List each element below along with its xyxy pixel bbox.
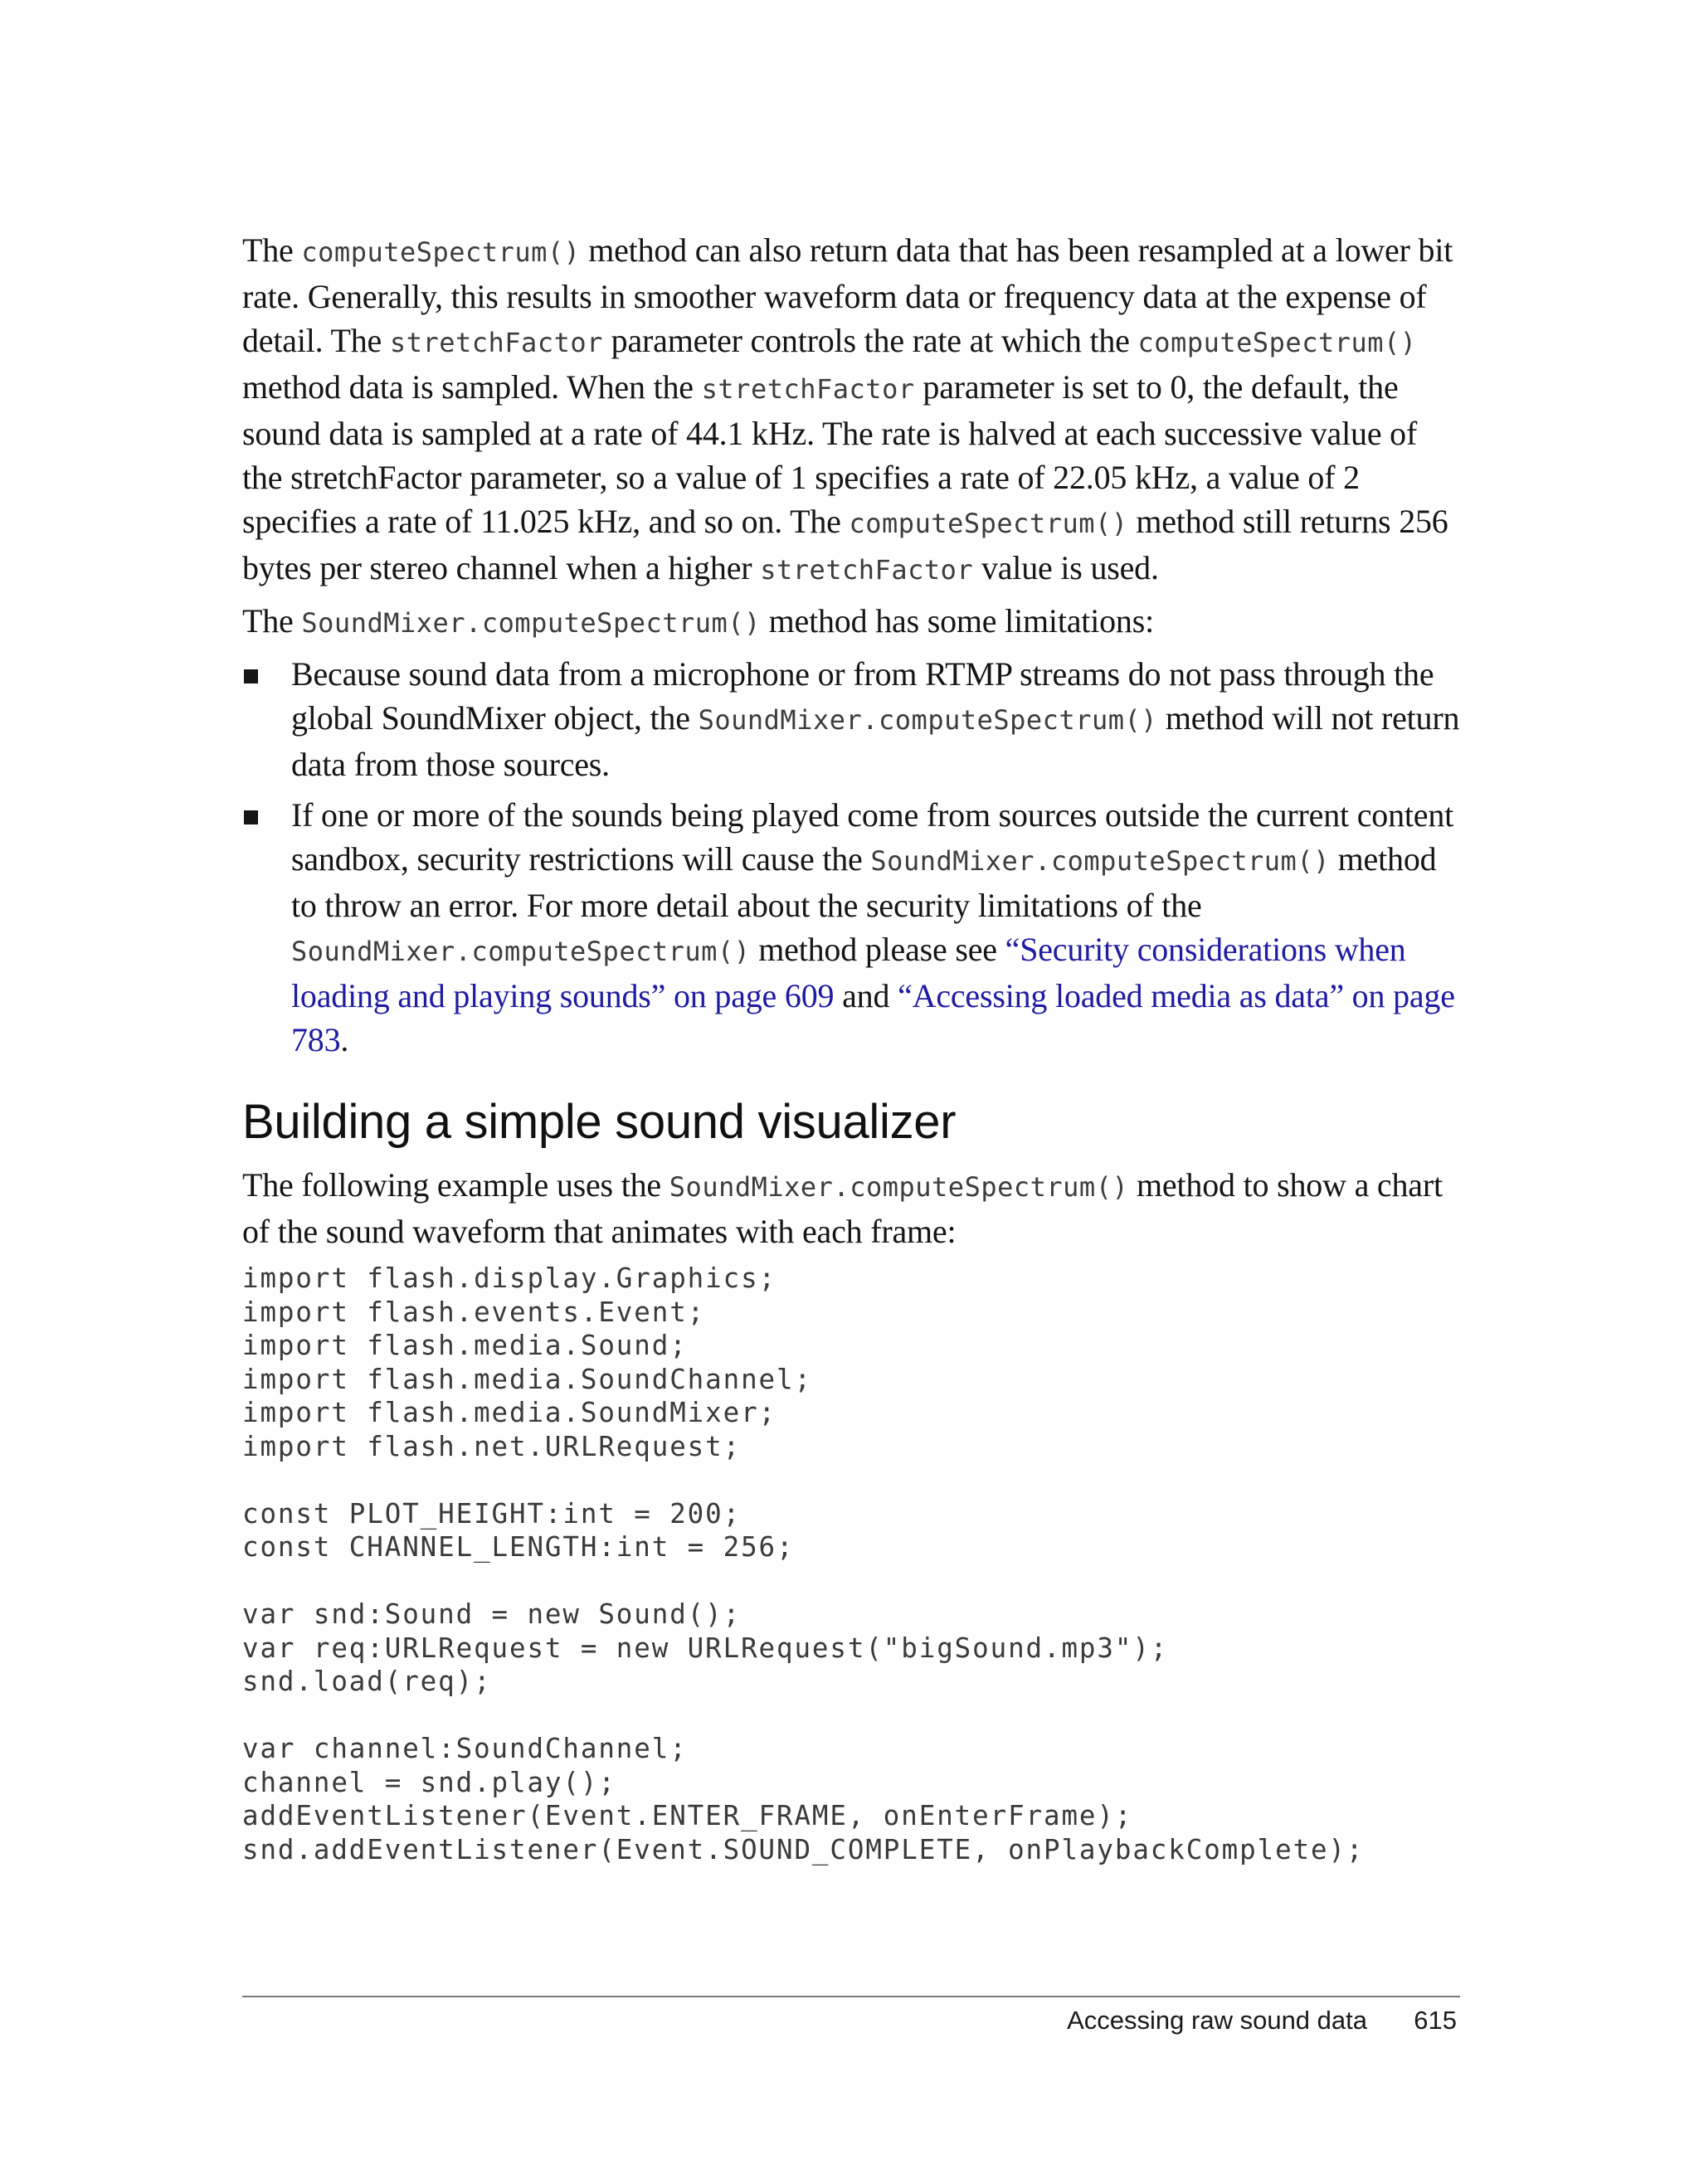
- inline-code: SoundMixer.computeSpectrum(): [301, 607, 761, 639]
- paragraph-text: method to show a chart of the sound waveform that animates with each frame:: [242, 1166, 1443, 1250]
- inline-code: SoundMixer.computeSpectrum(): [870, 845, 1330, 877]
- inline-code: SoundMixer.computeSpectrum(): [291, 936, 751, 967]
- footer-section-title: Accessing raw sound data: [1067, 2006, 1367, 2035]
- paragraph-stretchfactor: [242, 228, 1462, 592]
- paragraph-text: parameter is set to 0, the default, the sound data is sampled at a rate of 44.1 kHz. The rate is halved at each successive value of the stretchFactor parameter, so a value of 1 specifies a rate of 22.05 kHz, a value of 2 specifies a rate of 11.025 kHz, and so on. The: [242, 368, 1418, 540]
- square-bullet-icon: [244, 669, 258, 683]
- inline-code: stretchFactor: [701, 373, 915, 405]
- paragraph-text: The: [242, 602, 302, 640]
- list-item-text: method will not return data from those sources.: [291, 699, 1460, 783]
- paragraph-text: The: [242, 231, 302, 269]
- inline-code: SoundMixer.computeSpectrum(): [698, 704, 1158, 736]
- list-item-text: and: [834, 977, 898, 1014]
- section-heading: Building a simple sound visualizer: [242, 1095, 957, 1149]
- paragraph-text: method has some limitations:: [760, 602, 1154, 640]
- inline-code: computeSpectrum(): [301, 236, 581, 268]
- list-item: [242, 793, 1462, 1062]
- paragraph-text: value is used.: [973, 549, 1159, 586]
- paragraph-text: method data is sampled. When the: [242, 368, 702, 406]
- page-number: 615: [1414, 2006, 1457, 2035]
- code-listing: import flash.display.Graphics; import flash.events.Event; import flash.media.Sound; import flash.media.SoundChannel; import flash.media.SoundMixer; import flash.net.URLRequest; const PLOT_HEIGHT:int = 200; const CHANNEL_LENGTH:int = 256; var snd:Sound = new Sound(); var req:URLRequest = new URLRequest("bigSound.mp3"); snd.load(req); var channel:SoundChannel; channel = snd.play(); addEventListener(Event.ENTER_FRAME, onEnterFrame); snd.addEventListener(Event.SOUND_COMPLETE, onPlaybackComplete);: [242, 1262, 1365, 1865]
- security-considerations-link[interactable]: “Security considerations when loading and playing sounds” on page 609: [291, 931, 1406, 1014]
- inline-code: SoundMixer.computeSpectrum(): [669, 1171, 1129, 1203]
- limitations-list: [242, 652, 1462, 1062]
- footer-divider: [242, 1996, 1460, 1997]
- list-item-text: method please see: [750, 931, 1005, 968]
- page-content: [242, 228, 1462, 1866]
- paragraph-text: method can also return data that has been resampled at a lower bit rate. Generally, this results in smoother waveform data or frequency data at the expense of detail. The: [242, 231, 1453, 359]
- inline-code: computeSpectrum(): [849, 508, 1128, 539]
- square-bullet-icon: [244, 810, 258, 824]
- paragraph-text: method still returns 256 bytes per stereo channel when a higher: [242, 503, 1448, 586]
- list-item: [242, 652, 1462, 786]
- paragraph-limitations-intro: [242, 599, 1462, 645]
- inline-code: stretchFactor: [389, 327, 603, 358]
- paragraph-example-intro: [242, 1163, 1462, 1253]
- inline-code: computeSpectrum(): [1137, 327, 1417, 358]
- accessing-loaded-media-link[interactable]: “Accessing loaded media as data” on page 783: [291, 977, 1455, 1058]
- list-item-text: Because sound data from a microphone or from RTMP streams do not pass through the global SoundMixer object, the: [291, 655, 1434, 737]
- paragraph-text: The following example uses the: [242, 1166, 669, 1204]
- list-item-text: .: [340, 1021, 349, 1058]
- list-item-text: method to throw an error. For more detail about the security limitations of the: [291, 840, 1437, 924]
- paragraph-text: parameter controls the rate at which the: [602, 322, 1138, 359]
- inline-code: stretchFactor: [760, 554, 974, 586]
- list-item-text: If one or more of the sounds being played come from sources outside the current content sandbox, security restrictions will cause the: [291, 796, 1454, 878]
